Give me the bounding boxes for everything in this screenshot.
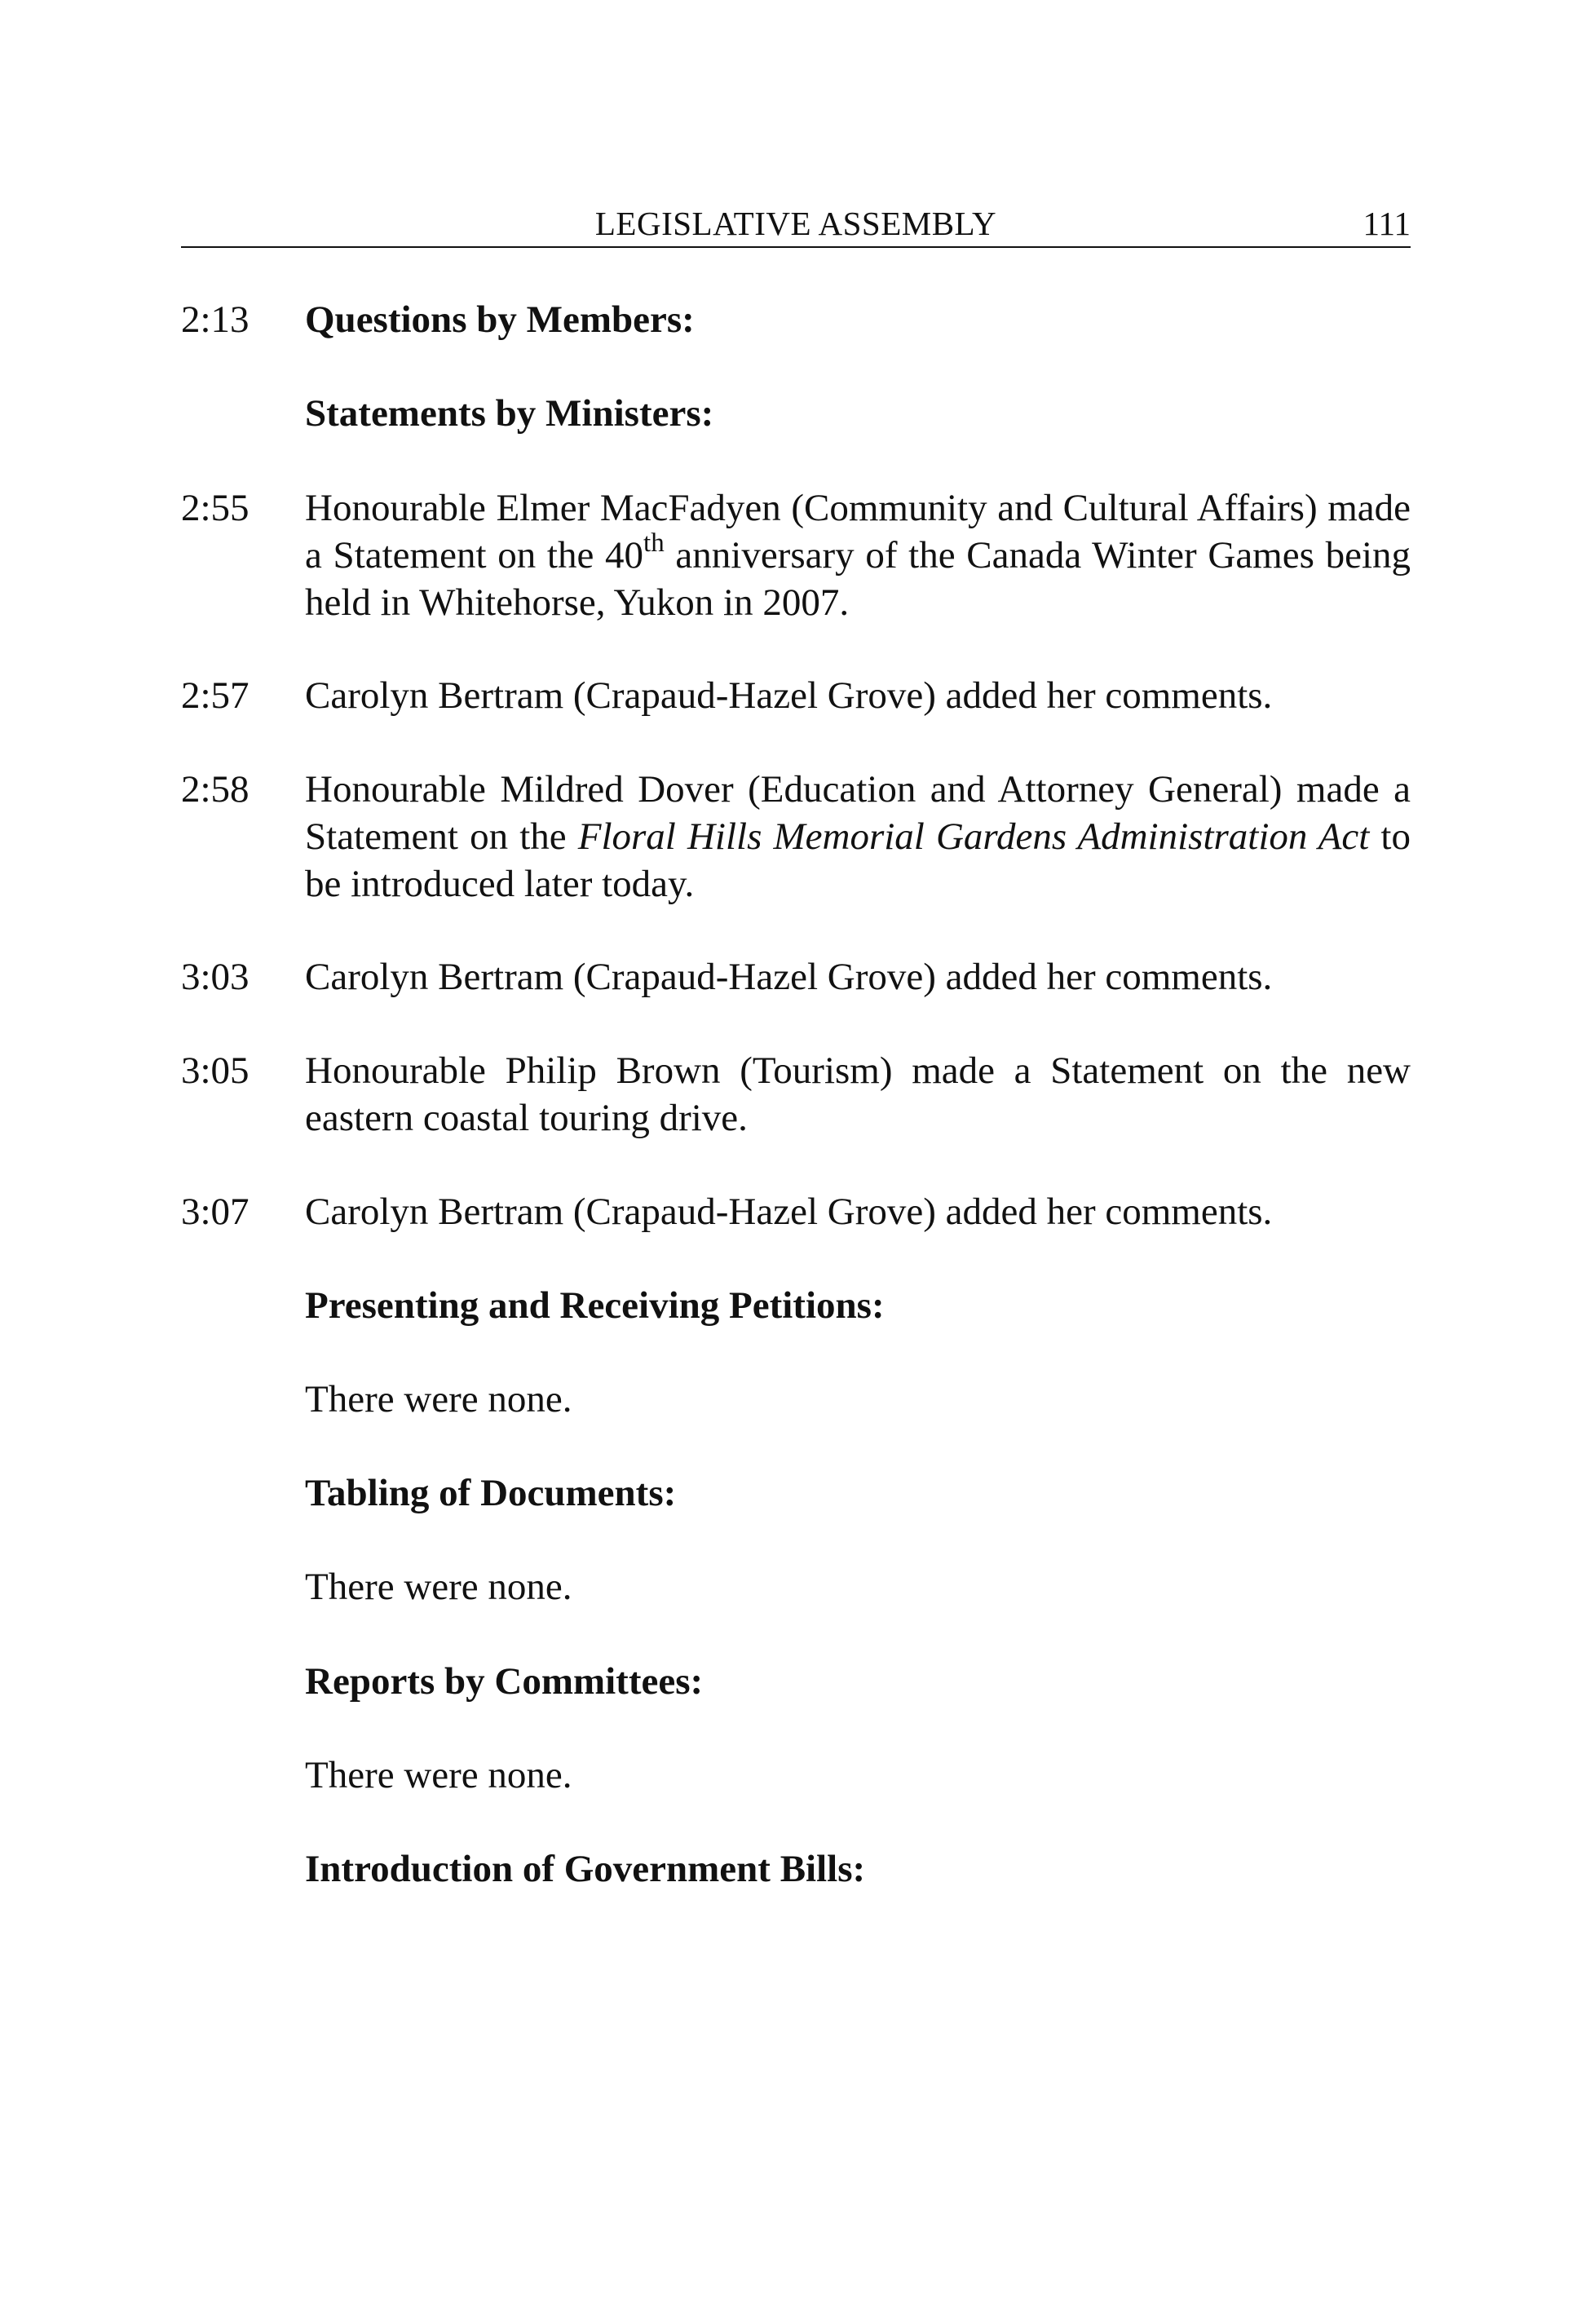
entry-text: There were none. (305, 1566, 572, 1608)
entry-text-part: Honourable Mildred Dover (Education and Attorney General) made a Statement on the (305, 768, 1411, 858)
section-heading: Statements by Ministers: (305, 392, 714, 435)
entry-time: 3:07 (181, 1191, 250, 1233)
section-heading: Tabling of Documents: (305, 1472, 677, 1514)
entry-text: Carolyn Bertram (Crapaud-Hazel Grove) added her comments. (305, 956, 1273, 998)
entry-text-part: to be introduced later today. (305, 815, 1411, 905)
entry-time: 2:13 (181, 298, 250, 341)
entry-text-part: Honourable Elmer MacFadyen (Community and Cultural Affairs) made a Statement on the 40 (305, 487, 1411, 577)
entry-time: 2:57 (181, 674, 250, 717)
entry-text: Carolyn Bertram (Crapaud-Hazel Grove) added her comments. (305, 1191, 1273, 1233)
entry-time: 2:55 (181, 487, 250, 529)
entry-text-part: anniversary of the Canada Winter Games being held in Whitehorse, Yukon in 2007. (305, 534, 1411, 624)
entry-text: There were none. (305, 1754, 572, 1796)
act-title: Floral Hills Memorial Gardens Administration Act (577, 815, 1370, 858)
section-heading: Presenting and Receiving Petitions: (305, 1284, 885, 1327)
header-title: LEGISLATIVE ASSEMBLY (594, 205, 997, 242)
section-heading: Introduction of Government Bills: (305, 1848, 866, 1890)
entry-text: Honourable Philip Brown (Tourism) made a Statement on the new eastern coastal touring drive. (305, 1049, 1411, 1139)
entry-time: 3:03 (181, 956, 250, 998)
page-header (181, 196, 1411, 248)
entry-time: 2:58 (181, 768, 250, 811)
entry-text (305, 766, 1411, 908)
section-heading: Questions by Members: (305, 298, 695, 341)
ordinal-suffix: th (643, 528, 665, 558)
entry-text: Carolyn Bertram (Crapaud-Hazel Grove) added her comments. (305, 674, 1273, 717)
section-heading: Reports by Committees: (305, 1660, 704, 1703)
page-number: 111 (1363, 205, 1411, 242)
entry-text: There were none. (305, 1378, 572, 1420)
entry-text (305, 484, 1411, 626)
entry-time: 3:05 (181, 1049, 250, 1092)
